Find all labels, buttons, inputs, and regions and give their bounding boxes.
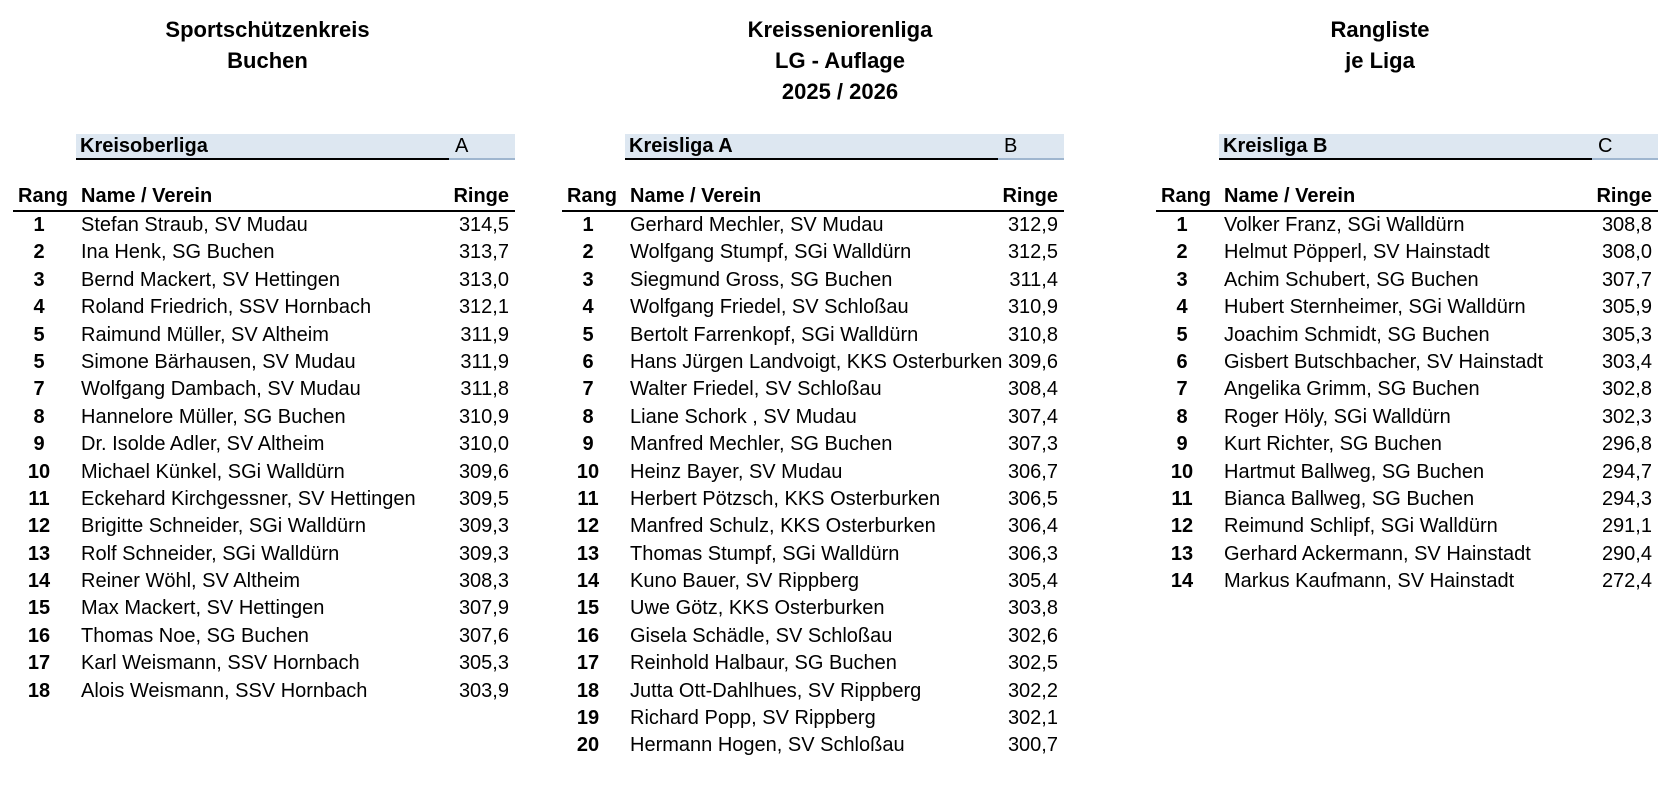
name-cell: Wolfgang Stumpf, SGi Walldürn bbox=[630, 241, 912, 264]
column-header-rank: Rang bbox=[18, 185, 68, 207]
rank-cell: 5 bbox=[1176, 323, 1188, 346]
table-row bbox=[13, 349, 515, 376]
score-cell: 300,7 bbox=[1007, 734, 1058, 757]
name-cell: Walter Friedel, SV Schloßau bbox=[630, 378, 882, 401]
name-cell: Raimund Müller, SV Altheim bbox=[81, 323, 329, 346]
league-header bbox=[625, 134, 1064, 161]
score-cell: 311,9 bbox=[460, 350, 509, 373]
rank-cell: 1 bbox=[33, 214, 45, 236]
rank-cell: 19 bbox=[576, 707, 600, 730]
title-center-line-3: 2025 / 2026 bbox=[781, 79, 899, 104]
rank-cell: 10 bbox=[27, 460, 51, 483]
rank-cell: 4 bbox=[33, 296, 45, 319]
score-cell: 310,0 bbox=[458, 433, 509, 456]
column-header-name: Name / Verein bbox=[630, 185, 762, 207]
table-row bbox=[13, 541, 515, 568]
league-code: A bbox=[449, 134, 515, 160]
rank-cell: 3 bbox=[1176, 268, 1188, 291]
table-row bbox=[1156, 513, 1658, 540]
score-cell: 308,8 bbox=[1601, 214, 1652, 236]
score-cell: 290,4 bbox=[1601, 542, 1652, 565]
table-row bbox=[1156, 568, 1658, 595]
name-cell: Wolfgang Dambach, SV Mudau bbox=[81, 378, 361, 401]
score-cell: 310,8 bbox=[1007, 323, 1058, 346]
rank-cell: 16 bbox=[576, 624, 600, 647]
column-header-row bbox=[1156, 183, 1658, 212]
score-cell: 311,9 bbox=[460, 323, 509, 346]
title-right-line-2: je Liga bbox=[1345, 48, 1415, 73]
title-left bbox=[140, 14, 395, 76]
name-cell: Achim Schubert, SG Buchen bbox=[1224, 268, 1479, 291]
name-cell: Thomas Stumpf, SGi Walldürn bbox=[630, 542, 900, 565]
rank-cell: 2 bbox=[33, 241, 45, 264]
score-cell: 272,4 bbox=[1601, 570, 1652, 593]
rank-cell: 5 bbox=[582, 323, 594, 346]
rank-cell: 11 bbox=[577, 487, 599, 510]
table-row bbox=[562, 623, 1064, 650]
score-cell: 311,8 bbox=[460, 378, 509, 401]
rank-cell: 2 bbox=[1176, 241, 1188, 264]
league-table-kreisliga-a bbox=[562, 134, 1064, 760]
name-cell: Kuno Bauer, SV Rippberg bbox=[630, 570, 860, 593]
rank-cell: 3 bbox=[582, 268, 594, 291]
name-cell: Gerhard Ackermann, SV Hainstadt bbox=[1224, 542, 1531, 565]
name-cell: Hartmut Ballweg, SG Buchen bbox=[1224, 460, 1485, 483]
table-row bbox=[562, 267, 1064, 294]
name-cell: Gerhard Mechler, SV Mudau bbox=[630, 214, 884, 236]
table-body bbox=[562, 212, 1064, 760]
name-cell: Dr. Isolde Adler, SV Altheim bbox=[81, 433, 325, 456]
table-body bbox=[13, 212, 515, 705]
table-row bbox=[13, 678, 515, 705]
score-cell: 296,8 bbox=[1601, 433, 1652, 456]
rank-cell: 9 bbox=[1176, 433, 1188, 456]
name-cell: Uwe Götz, KKS Osterburken bbox=[630, 597, 885, 620]
title-right-line-1: Rangliste bbox=[1330, 17, 1430, 42]
name-cell: Herbert Pötzsch, KKS Osterburken bbox=[630, 487, 941, 510]
name-cell: Thomas Noe, SG Buchen bbox=[81, 624, 309, 647]
name-cell: Reiner Wöhl, SV Altheim bbox=[81, 570, 300, 593]
league-code: C bbox=[1592, 134, 1658, 160]
name-cell: Gisela Schädle, SV Schloßau bbox=[630, 624, 893, 647]
column-header-score: Ringe bbox=[1002, 185, 1058, 207]
score-cell: 303,8 bbox=[1007, 597, 1058, 620]
name-cell: Volker Franz, SGi Walldürn bbox=[1224, 214, 1465, 236]
score-cell: 305,4 bbox=[1007, 570, 1058, 593]
table-row bbox=[1156, 322, 1658, 349]
rank-cell: 6 bbox=[582, 350, 594, 373]
rank-cell: 20 bbox=[576, 734, 600, 757]
title-left-line-1: Sportschützenkreis bbox=[165, 17, 370, 42]
table-row bbox=[13, 239, 515, 266]
table-row bbox=[562, 459, 1064, 486]
rank-cell: 10 bbox=[576, 460, 600, 483]
score-cell: 313,7 bbox=[458, 241, 509, 264]
name-cell: Max Mackert, SV Hettingen bbox=[81, 597, 325, 620]
rank-cell: 7 bbox=[33, 378, 45, 401]
column-header-score: Ringe bbox=[1596, 185, 1652, 207]
score-cell: 306,7 bbox=[1007, 460, 1058, 483]
table-row bbox=[1156, 431, 1658, 458]
table-row bbox=[562, 650, 1064, 677]
rank-cell: 6 bbox=[1176, 350, 1188, 373]
name-cell: Markus Kaufmann, SV Hainstadt bbox=[1224, 570, 1515, 593]
score-cell: 307,9 bbox=[458, 597, 509, 620]
table-row bbox=[562, 595, 1064, 622]
name-cell: Ina Henk, SG Buchen bbox=[81, 241, 275, 264]
name-cell: Eckehard Kirchgessner, SV Hettingen bbox=[81, 487, 416, 510]
name-cell: Roland Friedrich, SSV Hornbach bbox=[81, 296, 372, 319]
table-row bbox=[562, 568, 1064, 595]
table-row bbox=[1156, 239, 1658, 266]
score-cell: 303,4 bbox=[1601, 350, 1652, 373]
score-cell: 313,0 bbox=[458, 268, 509, 291]
rank-cell: 15 bbox=[27, 597, 51, 620]
rank-cell: 1 bbox=[1176, 214, 1188, 236]
table-row bbox=[13, 267, 515, 294]
rank-cell: 18 bbox=[576, 679, 600, 702]
column-header-rank: Rang bbox=[1161, 185, 1211, 207]
table-row bbox=[13, 212, 515, 239]
rank-cell: 7 bbox=[1176, 378, 1188, 401]
score-cell: 309,3 bbox=[458, 515, 509, 538]
table-row bbox=[1156, 294, 1658, 321]
score-cell: 308,3 bbox=[458, 570, 509, 593]
rank-cell: 14 bbox=[27, 570, 51, 593]
table-body bbox=[1156, 212, 1658, 595]
table-row bbox=[562, 678, 1064, 705]
table-row bbox=[13, 595, 515, 622]
name-cell: Bernd Mackert, SV Hettingen bbox=[81, 268, 341, 291]
table-row bbox=[13, 513, 515, 540]
table-row bbox=[562, 212, 1064, 239]
score-cell: 303,9 bbox=[458, 679, 509, 702]
rank-cell: 12 bbox=[1170, 515, 1194, 538]
table-row bbox=[1156, 267, 1658, 294]
table-row bbox=[13, 294, 515, 321]
score-cell: 314,5 bbox=[458, 214, 509, 236]
name-cell: Brigitte Schneider, SGi Walldürn bbox=[81, 515, 366, 538]
name-cell: Helmut Pöpperl, SV Hainstadt bbox=[1224, 241, 1490, 264]
table-row bbox=[1156, 541, 1658, 568]
table-row bbox=[1156, 404, 1658, 431]
name-cell: Reinhold Halbaur, SG Buchen bbox=[630, 652, 897, 675]
name-cell: Bertolt Farrenkopf, SGi Walldürn bbox=[630, 323, 919, 346]
league-table-kreisoberliga bbox=[13, 134, 515, 705]
league-header bbox=[76, 134, 515, 161]
table-row bbox=[13, 459, 515, 486]
name-cell: Simone Bärhausen, SV Mudau bbox=[81, 350, 356, 373]
score-cell: 312,9 bbox=[1007, 214, 1058, 236]
name-cell: Wolfgang Friedel, SV Schloßau bbox=[630, 296, 909, 319]
score-cell: 308,4 bbox=[1007, 378, 1058, 401]
score-cell: 309,5 bbox=[458, 487, 509, 510]
rank-cell: 8 bbox=[33, 405, 45, 428]
rank-cell: 15 bbox=[576, 597, 600, 620]
table-row bbox=[13, 404, 515, 431]
name-cell: Hans Jürgen Landvoigt, KKS Osterburken bbox=[630, 350, 1003, 373]
score-cell: 312,1 bbox=[458, 296, 509, 319]
table-row bbox=[13, 568, 515, 595]
name-cell: Stefan Straub, SV Mudau bbox=[81, 214, 308, 236]
table-row bbox=[562, 349, 1064, 376]
table-row bbox=[1156, 212, 1658, 239]
name-cell: Karl Weismann, SSV Hornbach bbox=[81, 652, 360, 675]
score-cell: 302,8 bbox=[1601, 378, 1652, 401]
rank-cell: 14 bbox=[576, 570, 600, 593]
name-cell: Siegmund Gross, SG Buchen bbox=[630, 268, 893, 291]
name-cell: Kurt Richter, SG Buchen bbox=[1224, 433, 1442, 456]
rank-cell: 11 bbox=[28, 487, 50, 510]
score-cell: 309,3 bbox=[458, 542, 509, 565]
name-cell: Reimund Schlipf, SGi Walldürn bbox=[1224, 515, 1498, 538]
table-row bbox=[562, 486, 1064, 513]
table-row bbox=[562, 431, 1064, 458]
score-cell: 294,3 bbox=[1601, 487, 1652, 510]
rank-cell: 5 bbox=[33, 350, 45, 373]
table-row bbox=[13, 322, 515, 349]
name-cell: Hermann Hogen, SV Schloßau bbox=[630, 734, 905, 757]
name-cell: Hannelore Müller, SG Buchen bbox=[81, 405, 346, 428]
score-cell: 305,9 bbox=[1601, 296, 1652, 319]
name-cell: Gisbert Butschbacher, SV Hainstadt bbox=[1224, 350, 1544, 373]
score-cell: 294,7 bbox=[1601, 460, 1652, 483]
table-row bbox=[1156, 486, 1658, 513]
score-cell: 306,5 bbox=[1007, 487, 1058, 510]
table-row bbox=[562, 705, 1064, 732]
name-cell: Jutta Ott-Dahlhues, SV Rippberg bbox=[630, 679, 922, 702]
name-cell: Michael Künkel, SGi Walldürn bbox=[81, 460, 345, 483]
score-cell: 302,1 bbox=[1007, 707, 1058, 730]
rank-cell: 13 bbox=[1170, 542, 1194, 565]
column-header-name: Name / Verein bbox=[1224, 185, 1356, 207]
score-cell: 302,5 bbox=[1007, 652, 1058, 675]
rank-cell: 10 bbox=[1170, 460, 1194, 483]
title-center-line-2: LG - Auflage bbox=[775, 48, 905, 73]
score-cell: 309,6 bbox=[458, 460, 509, 483]
league-table-kreisliga-b bbox=[1156, 134, 1658, 595]
name-cell: Richard Popp, SV Rippberg bbox=[630, 707, 876, 730]
name-cell: Liane Schork , SV Mudau bbox=[630, 405, 857, 428]
table-row bbox=[562, 404, 1064, 431]
rank-cell: 17 bbox=[576, 652, 600, 675]
league-name: Kreisliga B bbox=[1219, 134, 1592, 160]
table-row bbox=[562, 513, 1064, 540]
score-cell: 302,6 bbox=[1007, 624, 1058, 647]
rank-cell: 16 bbox=[27, 624, 51, 647]
rank-cell: 8 bbox=[582, 405, 594, 428]
name-cell: Heinz Bayer, SV Mudau bbox=[630, 460, 843, 483]
score-cell: 307,3 bbox=[1007, 433, 1058, 456]
column-header-rank: Rang bbox=[567, 185, 617, 207]
score-cell: 307,7 bbox=[1601, 268, 1652, 291]
title-left-line-2: Buchen bbox=[227, 48, 308, 73]
league-header bbox=[1219, 134, 1658, 161]
column-header-row bbox=[562, 183, 1064, 212]
table-row bbox=[562, 732, 1064, 759]
score-cell: 291,1 bbox=[1601, 515, 1652, 538]
name-cell: Manfred Mechler, SG Buchen bbox=[630, 433, 893, 456]
rank-cell: 14 bbox=[1170, 570, 1194, 593]
rank-cell: 2 bbox=[582, 241, 594, 264]
score-cell: 302,3 bbox=[1601, 405, 1652, 428]
score-cell: 312,5 bbox=[1007, 241, 1058, 264]
rank-cell: 12 bbox=[576, 515, 600, 538]
rank-cell: 8 bbox=[1176, 405, 1188, 428]
league-code: B bbox=[998, 134, 1064, 160]
score-cell: 305,3 bbox=[1601, 323, 1652, 346]
rank-cell: 13 bbox=[576, 542, 600, 565]
score-cell: 311,4 bbox=[1009, 268, 1058, 291]
rank-cell: 4 bbox=[582, 296, 594, 319]
score-cell: 306,4 bbox=[1007, 515, 1058, 538]
table-row bbox=[13, 650, 515, 677]
rank-cell: 7 bbox=[582, 378, 594, 401]
title-right bbox=[1270, 14, 1490, 76]
name-cell: Bianca Ballweg, SG Buchen bbox=[1224, 487, 1475, 510]
table-row bbox=[13, 623, 515, 650]
table-row bbox=[13, 486, 515, 513]
rank-cell: 9 bbox=[33, 433, 45, 456]
score-cell: 308,0 bbox=[1601, 241, 1652, 264]
score-cell: 305,3 bbox=[458, 652, 509, 675]
title-center bbox=[700, 14, 980, 107]
table-row bbox=[1156, 459, 1658, 486]
score-cell: 307,6 bbox=[458, 624, 509, 647]
table-row bbox=[562, 294, 1064, 321]
score-cell: 309,6 bbox=[1007, 350, 1058, 373]
table-row bbox=[13, 431, 515, 458]
table-row bbox=[562, 541, 1064, 568]
table-row bbox=[562, 376, 1064, 403]
name-cell: Angelika Grimm, SG Buchen bbox=[1224, 378, 1480, 401]
score-cell: 307,4 bbox=[1007, 405, 1058, 428]
rank-cell: 11 bbox=[1171, 487, 1193, 510]
name-cell: Hubert Sternheimer, SGi Walldürn bbox=[1224, 296, 1526, 319]
table-row bbox=[13, 376, 515, 403]
league-name: Kreisoberliga bbox=[76, 134, 449, 160]
rank-cell: 3 bbox=[33, 268, 45, 291]
rank-cell: 17 bbox=[27, 652, 51, 675]
table-row bbox=[562, 322, 1064, 349]
name-cell: Roger Höly, SGi Walldürn bbox=[1224, 405, 1451, 428]
title-center-line-1: Kreisseniorenliga bbox=[747, 17, 933, 42]
score-cell: 302,2 bbox=[1007, 679, 1058, 702]
score-cell: 306,3 bbox=[1007, 542, 1058, 565]
name-cell: Manfred Schulz, KKS Osterburken bbox=[630, 515, 936, 538]
score-cell: 310,9 bbox=[458, 405, 509, 428]
name-cell: Joachim Schmidt, SG Buchen bbox=[1224, 323, 1490, 346]
column-header-row bbox=[13, 183, 515, 212]
rank-cell: 1 bbox=[582, 214, 594, 236]
rank-cell: 4 bbox=[1176, 296, 1188, 319]
name-cell: Rolf Schneider, SGi Walldürn bbox=[81, 542, 340, 565]
rank-cell: 9 bbox=[582, 433, 594, 456]
rank-cell: 13 bbox=[27, 542, 51, 565]
table-row bbox=[562, 239, 1064, 266]
column-header-name: Name / Verein bbox=[81, 185, 213, 207]
rank-cell: 18 bbox=[27, 679, 51, 702]
rank-cell: 12 bbox=[27, 515, 51, 538]
rank-cell: 5 bbox=[33, 323, 45, 346]
name-cell: Alois Weismann, SSV Hornbach bbox=[81, 679, 368, 702]
column-header-score: Ringe bbox=[453, 185, 509, 207]
league-name: Kreisliga A bbox=[625, 134, 998, 160]
score-cell: 310,9 bbox=[1007, 296, 1058, 319]
table-row bbox=[1156, 349, 1658, 376]
table-row bbox=[1156, 376, 1658, 403]
